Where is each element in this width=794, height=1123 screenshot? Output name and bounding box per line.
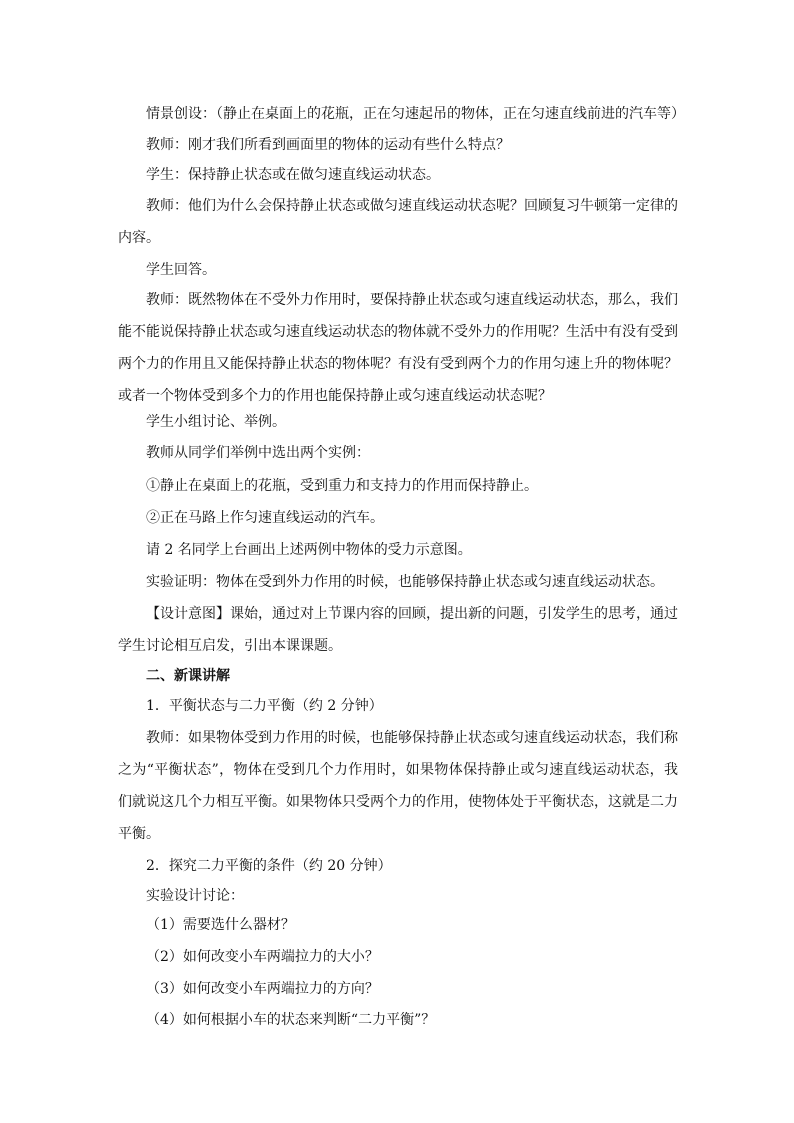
paragraph-experiment-design: 实验设计讨论：: [146, 888, 244, 904]
subheading-balance-conditions: 2．探究二力平衡的条件（约 20 分钟）: [146, 858, 392, 874]
paragraph-teacher-review: 教师：他们为什么会保持静止状态或做匀速直线运动状态呢？回顾复习牛顿第一定律的内容。: [118, 198, 678, 246]
paragraph-design-intent: 【设计意图】课始，通过对上节课内容的回顾，提出新的问题，引发学生的思考，通过学生讨论相互启发，引出本课课题。: [118, 606, 678, 654]
paragraph-teacher-discussion: 教师：既然物体在不受外力作用时，要保持静止状态或匀速直线运动状态，那么，我们能不能说保持静止状态或匀速直线运动状态的物体就不受外力的作用呢？生活中有没有受到两个力的作用且又能保持静止状态的物体呢？有没有受到两个力的作用匀速上升的物体呢？或者一个物体受到多个力的作用也能保持静止或匀速直线运动状态呢？: [118, 292, 678, 404]
paragraph-example-2: ②正在马路上作匀速直线运动的汽车。: [146, 510, 384, 526]
paragraph-scenario: 情景创设：（静止在桌面上的花瓶，正在匀速起吊的物体，正在匀速直线前进的汽车等）: [146, 106, 685, 122]
question-item-4: （4）如何根据小车的状态来判断“二力平衡”？: [146, 1012, 436, 1028]
question-item-3: （3）如何改变小车两端拉力的方向？: [146, 981, 379, 997]
paragraph-group-discussion: 学生小组讨论、举例。: [146, 414, 286, 430]
question-item-2: （2）如何改变小车两端拉力的大小？: [146, 949, 379, 965]
paragraph-example-1: ①静止在桌面上的花瓶，受到重力和支持力的作用而保持静止。: [146, 478, 538, 494]
paragraph-teacher-question: 教师：刚才我们所看到画面里的物体的运动有些什么特点？: [146, 137, 510, 153]
paragraph-student-answer: 学生：保持静止状态或在做匀速直线运动状态。: [146, 167, 440, 183]
paragraph-experiment-proof: 实验证明：物体在受到外力作用的时候，也能够保持静止状态或匀速直线运动状态。: [146, 574, 664, 590]
paragraph-draw-diagram: 请 2 名同学上台画出上述两例中物体的受力示意图。: [146, 542, 472, 558]
paragraph-teacher-examples: 教师从同学们举例中选出两个实例：: [146, 445, 370, 461]
question-item-1: （1）需要选什么器材？: [146, 917, 295, 933]
subheading-balance-state: 1．平衡状态与二力平衡（约 2 分钟）: [146, 698, 383, 714]
paragraph-balance-definition: 教师：如果物体受到力作用的时候，也能够保持静止状态或匀速直线运动状态，我们称之为“平衡状态”，物体在受到几个力作用时，如果物体保持静止或匀速直线运动状态，我们就说这几个力相互平衡。如果物体只受两个力的作用，使物体处于平衡状态，这就是二力平衡。: [118, 730, 678, 842]
section-heading-new-lesson: 二、新课讲解: [146, 668, 230, 684]
paragraph-student-reply: 学生回答。: [146, 262, 216, 278]
